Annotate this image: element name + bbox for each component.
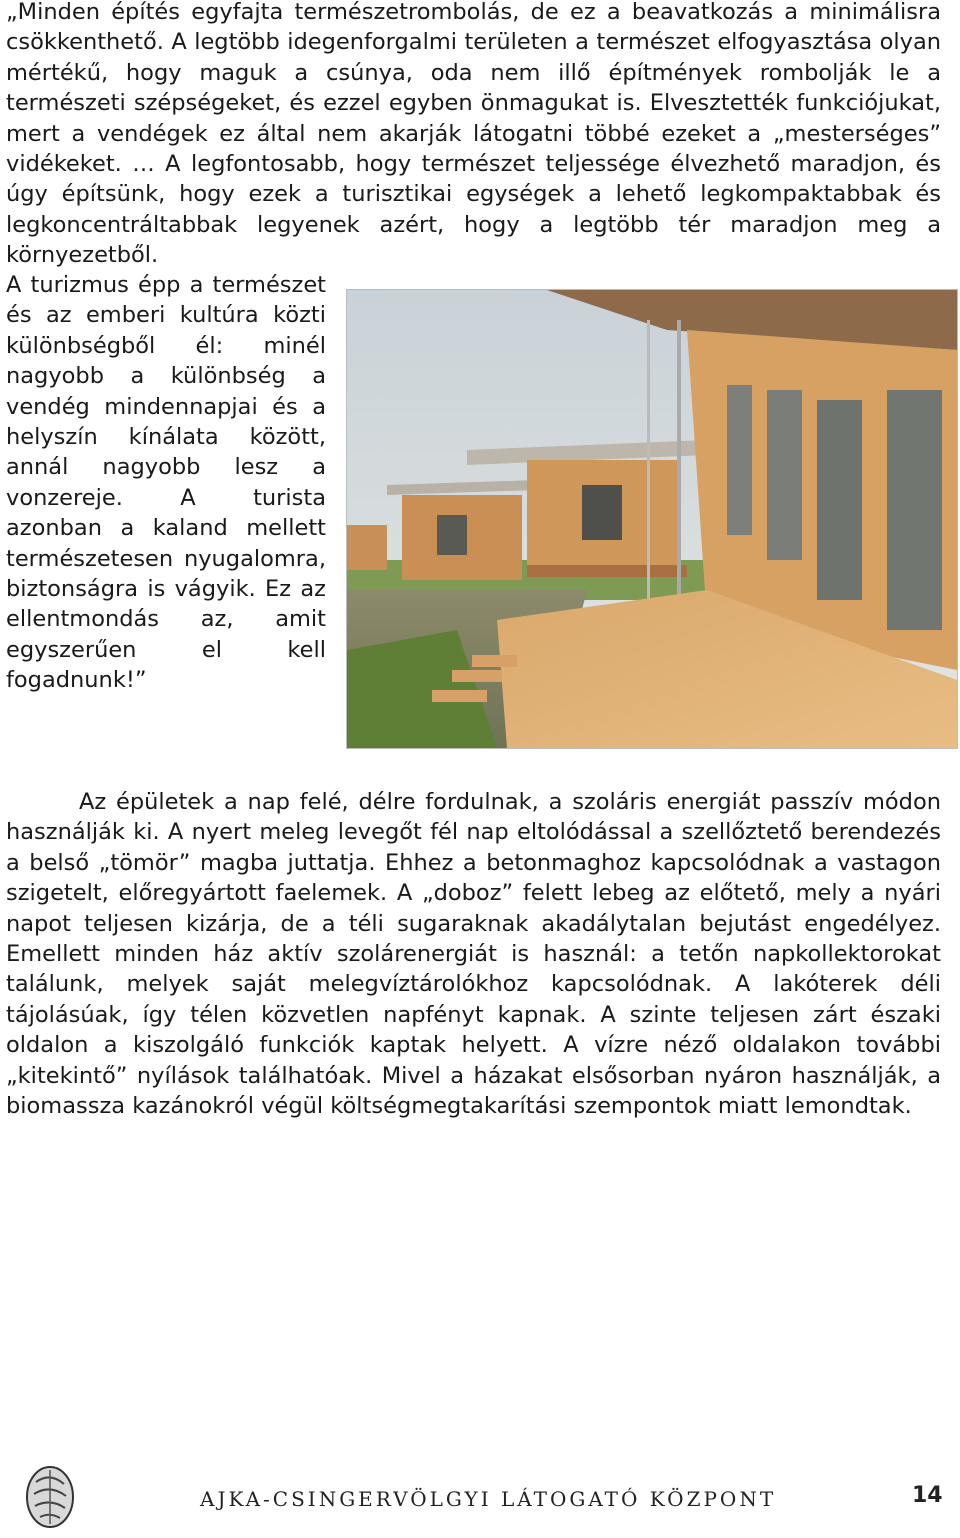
page-number: 14 [912, 1483, 943, 1508]
fossil-logo [22, 1462, 78, 1532]
side-paragraph: A turizmus épp a természet és az emberi kultúra közti különbségből él: minél nagyobb a különbség a vendég mindennapjai és a helyszín kínálata között, annál nagyobb lesz a vonzereje. A turista azonban a kaland mellett természetesen nyugalomra, biztonságra is vágyik. Ez az ellentmondás az, amit egyszerűen el kell fogadnunk!” [6, 272, 326, 694]
intro-paragraph: „Minden építés egyfajta természetrombolás, de ez a beavatkozás a minimálisra csökkenthető. A legtöbb idegenforgalmi területen a természet elfogyasztása olyan mértékű, hogy maguk a csúnya, oda nem illő építmények rombolják le a természeti szépségeket, és ezzel egyben önmagukat is. Elvesztették funkciójukat, mert a vendégek ez által nem akarják látogatni többé ezeket a „mesterséges” vidékeket. … A legfontosabb, hogy természet teljessége élvezhető maradjon, és úgy építsünk, hogy ezek a turisztikai egységek a lehető legkompaktabbak és legkoncentráltabbak legyenek azért, hogy a legtöbb tér maradjon meg a környezetből. [6, 0, 941, 269]
footer-title: AJKA-CSINGERVÖLGYI LÁTOGATÓ KÖZPONT [200, 1487, 777, 1511]
wooden-houses-photo [346, 289, 958, 749]
body-paragraph: Az épületek a nap felé, délre fordulnak, a szoláris energiát passzív módon használják ki. A nyert meleg levegőt fél nap eltolódással a szellőztető berendezés a belső „tömör” magba juttatja. Ehhez a betonmaghoz kapcsolódnak a vastagon szigetelt, előregyártott faelemek. A „doboz” felett lebeg az előtető, mely a nyári napot teljesen kizárja, de a téli sugaraknak akadálytalan bejutást engedélyez. Emellett minden ház aktív szolárenergiát is használ: a tetőn napkollektorokat találunk, melyek saját melegvíztárolókhoz kapcsolódnak. A lakóterek déli tájolásúak, így télen közvetlen napfényt kapnak. A szinte teljesen zárt északi oldalon a kiszolgáló funkciók kaptak helyett. A vízre néző oldalakon további „kitekintő” nyílások találhatóak. Mivel a házakat elsősorban nyáron használják, a biomassza kazánokról végül költségmegtakarítási szempontok miatt lemondtak. [6, 789, 941, 1120]
